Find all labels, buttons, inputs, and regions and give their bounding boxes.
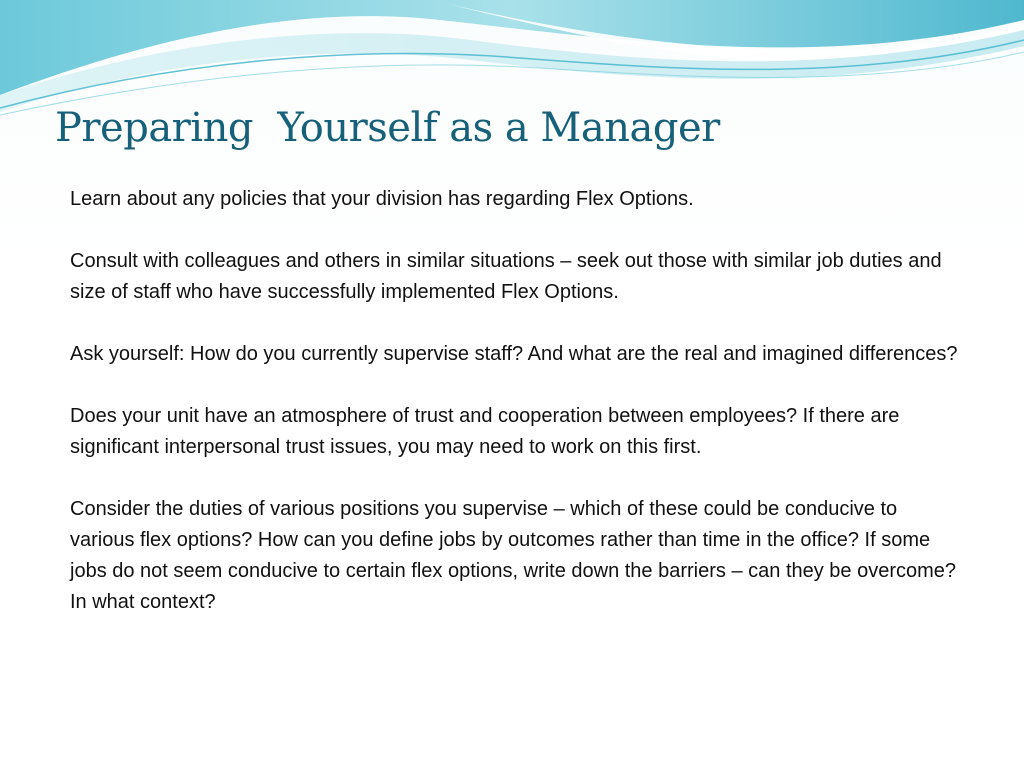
slide-title: Preparing Yourself as a Manager [55, 105, 720, 151]
paragraph-consult-colleagues: Consult with colleagues and others in similar situations – seek out those with similar job duties and size of staff who have successfully implemented Flex Options. [70, 250, 942, 303]
paragraph-policies: Learn about any policies that your division has regarding Flex Options. [70, 188, 694, 210]
paragraph-consider-duties: Consider the duties of various positions you supervise – which of these could be conducive to various flex options? How can you define jobs by outcomes rather than time in the office? If some jobs do not seem conducive to certain flex options, write down the barriers – can they be overcome? In what context? [70, 498, 957, 613]
paragraph-trust: Does your unit have an atmosphere of trust and cooperation between employees? If there are significant interpersonal trust issues, you may need to work on this first. [70, 405, 900, 458]
paragraph-ask-yourself: Ask yourself: How do you currently supervise staff? And what are the real and imagined differences? [70, 343, 958, 365]
slide-body [70, 184, 960, 649]
